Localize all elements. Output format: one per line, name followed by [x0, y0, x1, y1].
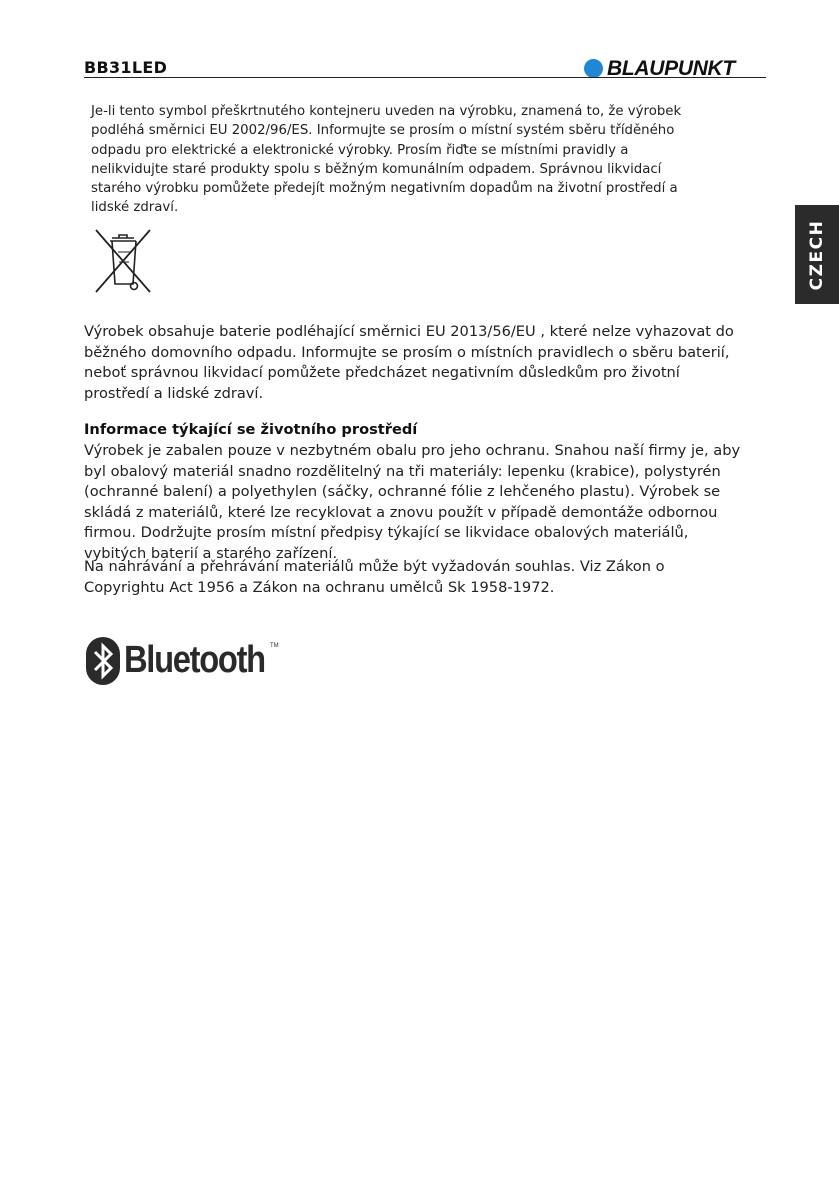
language-tab-label: CZECH [807, 219, 827, 290]
bluetooth-trademark: TM [270, 643, 279, 649]
battery-notice-text: Výrobek obsahuje baterie podléhající směrnici EU 2013/56/EU , které nelze vyhazovat do běžného domovního odpadu. Informujte se prosím o místních pravidlech o sběru baterií, neboť správnou likvidací pomůžete předcházet negativním důsledkům pro životní prostředí a lidské zdraví. [84, 323, 734, 402]
bluetooth-rune-icon [86, 637, 120, 685]
environment-text: Výrobek je zabalen pouze v nezbytném obalu pro jeho ochranu. Snahou naší firmy je, aby byl obalový materiál snadno rozdělitelný na tři materiály: lepenku (krabice), polystyrén (ochranné balení) a polyethylen (sáčky, ochranné fólie z lehčeného plastu). Výrobek se skládá z materiálů, které lze recyklovat a znovu použít v případě demontáže odbornou firmou. Dodržujte prosím místní předpisy týkající se likvidace obalových materiálů, vybitých baterií a starého zařízení. [84, 442, 741, 562]
brand-name: BLAUPUNKT [607, 57, 735, 80]
model-name: BB31LED [84, 58, 168, 77]
copyright-text: Na nahrávání a přehrávání materiálů může být vyžadován souhlas. Viz Zákon o Copyrightu Act 1956 a Zákon na ochranu umělců Sk 1958-1972. [84, 558, 665, 596]
language-tab [795, 205, 839, 304]
bluetooth-wordmark: Bluetooth [124, 639, 265, 681]
header-rule [84, 77, 766, 78]
weee-notice-text: Je-li tento symbol přeškrtnutého kontejneru uveden na výrobku, znamená to, že výrobek podléhá směrnici EU 2002/96/ES. Informujte se prosím o místní systém sběru tříděného odpadu pro elektrické a elektronické výrobky. Prosím řiďte se místními pravidly a nelikvidujte staré produkty spolu s běžným komunálním odpadem. Správnou likvidací starého výrobku pomůžete předejít možným negativním dopadům na životní prostředí a lidské zdraví. [91, 104, 682, 216]
bluetooth-logo [86, 637, 278, 687]
crossed-out-wheelie-bin-icon [92, 226, 154, 296]
environment-heading: Informace týkající se životního prostředí [84, 421, 418, 438]
brand-dot-icon [584, 59, 603, 78]
